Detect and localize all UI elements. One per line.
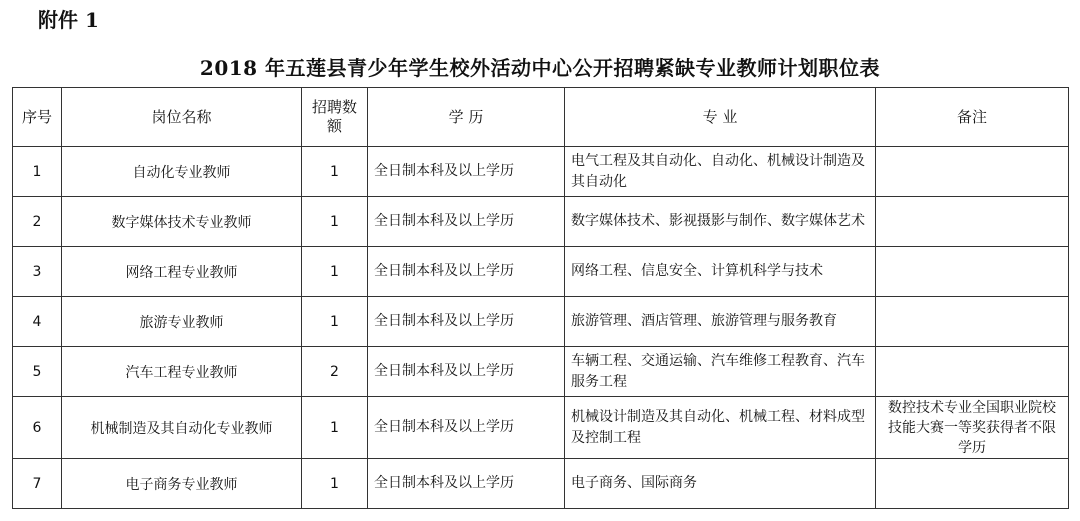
table-row — [13, 347, 1069, 397]
cell-remark: 数控技术专业全国职业院校技能大赛一等奖获得者不限学历 — [876, 397, 1069, 459]
attachment-label: 附件 1 — [38, 8, 99, 32]
cell-major: 机械设计制造及其自动化、机械工程、材料成型及控制工程 — [565, 397, 876, 459]
cell-education: 全日制本科及以上学历 — [368, 347, 565, 397]
cell-education: 全日制本科及以上学历 — [368, 459, 565, 509]
cell-no: 2 — [13, 197, 62, 247]
cell-no: 4 — [13, 297, 62, 347]
positions-table — [12, 87, 1069, 509]
header-count: 招聘数额 — [302, 88, 368, 147]
cell-no: 5 — [13, 347, 62, 397]
table-row — [13, 397, 1069, 459]
cell-education: 全日制本科及以上学历 — [368, 147, 565, 197]
cell-post: 网络工程专业教师 — [62, 247, 302, 297]
table-row — [13, 247, 1069, 297]
cell-education: 全日制本科及以上学历 — [368, 297, 565, 347]
cell-remark — [876, 247, 1069, 297]
cell-count: 1 — [302, 459, 368, 509]
cell-remark — [876, 197, 1069, 247]
cell-remark — [876, 297, 1069, 347]
cell-post: 汽车工程专业教师 — [62, 347, 302, 397]
cell-post: 旅游专业教师 — [62, 297, 302, 347]
header-major: 专 业 — [565, 88, 876, 147]
table-row — [13, 459, 1069, 509]
cell-post: 机械制造及其自动化专业教师 — [62, 397, 302, 459]
cell-remark — [876, 147, 1069, 197]
cell-post: 自动化专业教师 — [62, 147, 302, 197]
cell-major: 电气工程及其自动化、自动化、机械设计制造及其自动化 — [565, 147, 876, 197]
cell-no: 7 — [13, 459, 62, 509]
cell-post: 电子商务专业教师 — [62, 459, 302, 509]
header-no: 序号 — [13, 88, 62, 147]
document-title: 2018 年五莲县青少年学生校外活动中心公开招聘紧缺专业教师计划职位表 — [199, 56, 881, 80]
table-row — [13, 197, 1069, 247]
header-education: 学 历 — [368, 88, 565, 147]
cell-no: 6 — [13, 397, 62, 459]
table-header-row — [13, 88, 1069, 147]
cell-remark — [876, 347, 1069, 397]
table-row — [13, 147, 1069, 197]
cell-count: 1 — [302, 247, 368, 297]
cell-count: 2 — [302, 347, 368, 397]
header-post: 岗位名称 — [62, 88, 302, 147]
cell-count: 1 — [302, 197, 368, 247]
header-remark: 备注 — [876, 88, 1069, 147]
cell-education: 全日制本科及以上学历 — [368, 197, 565, 247]
cell-major: 电子商务、国际商务 — [565, 459, 876, 509]
cell-major: 网络工程、信息安全、计算机科学与技术 — [565, 247, 876, 297]
cell-major: 车辆工程、交通运输、汽车维修工程教育、汽车服务工程 — [565, 347, 876, 397]
table-row — [13, 297, 1069, 347]
cell-post: 数字媒体技术专业教师 — [62, 197, 302, 247]
cell-education: 全日制本科及以上学历 — [368, 397, 565, 459]
cell-education: 全日制本科及以上学历 — [368, 247, 565, 297]
cell-remark — [876, 459, 1069, 509]
cell-no: 3 — [13, 247, 62, 297]
cell-count: 1 — [302, 397, 368, 459]
cell-count: 1 — [302, 147, 368, 197]
cell-major: 旅游管理、酒店管理、旅游管理与服务教育 — [565, 297, 876, 347]
cell-major: 数字媒体技术、影视摄影与制作、数字媒体艺术 — [565, 197, 876, 247]
cell-count: 1 — [302, 297, 368, 347]
cell-no: 1 — [13, 147, 62, 197]
